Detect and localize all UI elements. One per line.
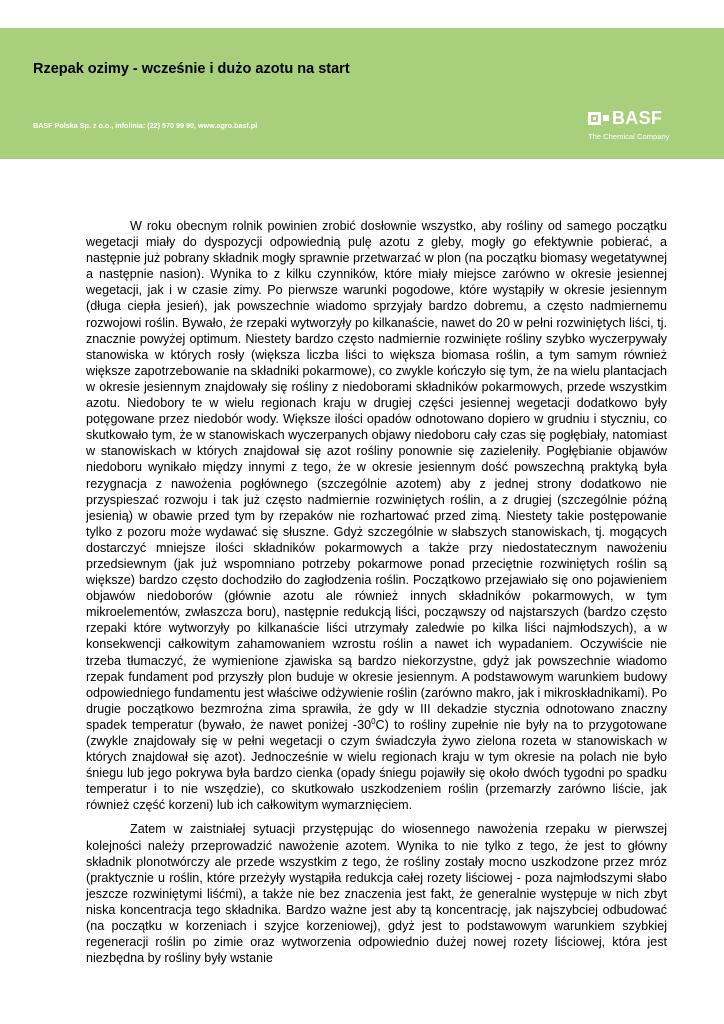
contact-info: BASF Polska Sp. z o.o., infolinia: (22) 570 99 90, www.agro.basf.pl — [33, 121, 258, 130]
basf-logo — [588, 108, 669, 141]
document-title: Rzepak ozimy - wcześnie i dużo azotu na start — [33, 61, 350, 77]
logo-dash-icon — [603, 115, 609, 121]
paragraph-1 — [86, 218, 667, 813]
article-body — [86, 218, 667, 974]
logo-wordmark: BASF — [612, 108, 663, 128]
logo-tagline: The Chemical Company — [588, 132, 670, 141]
paragraph-1-part-a: W roku obecnym rolnik powinien zrobić dosłownie wszystko, aby rośliny od samego początku wegetacji miały do dyspozycji odpowiednią pulę azotu z gleby, mogły go efektywnie pobierać, a następnie już pobrany składnik mogły sprawnie przetwarzać w plon (na początku biomasy wegetatywnej a następnie nasion). Wynika to z kilku czynników, które miały miejsce zarówno w okresie jesiennej wegetacji, jak i w czasie zimy. Po pierwsze warunki pogodowe, które wystąpiły w okresie jesiennym (długa ciepła jesień), jak powszechnie wiadomo sprzyjały bardzo dobremu, a często nadmiernemu rozwojowi roślin. Bywało, że rzepaki wytworzyły po kilkanaście, nawet do 20 w pełni rozwiniętych liści, tj. znacznie powyżej optimum. Niestety bardzo często nadmiernie rozwinięte rośliny szybko wyczerpywały stanowiska w których rosły (większa liczba liści to większa biomasa roślin, a tym samym również większe zapotrzebowanie na składniki pokarmowe), co zwykle kończyło się tym, że na wielu plantacjach w okresie jesiennym znajdowały się rośliny z niedoborami składników pokarmowych, przede wszystkim azotu. Niedobory te w wielu regionach kraju w drugiej części jesiennej wegetacji dodatkowo były potęgowane przez niedobór wody. Większe ilości opadów odnotowano dopiero w grudniu i styczniu, co skutkowało tym, że w stanowiskach wyczerpanych objawy niedoboru cały czas się pogłębiały, natomiast w stanowiskach w których znajdował się azot rośliny ponownie się zazieleniły. Pogłębianie objawów niedoboru wynikało między innymi z tego, że w okresie jesiennym dość powszechną praktyką była rezygnacja z nawożenia pogłównego (szczególnie azotem) aby z jednej strony dodatkowo nie przyspieszać rozwoju i tak już często nadmiernie rozwiniętych roślin, a z drugiej (szczególnie późną jesienią) w obawie przed tym by rzepaków nie rozhartować przed zimą. Niestety takie postępowanie tylko z pozoru może wydawać się słuszne. Gdyż szczególnie w słabszych stanowiskach, tj. mogących dostarczyć mniejsze ilości składników pokarmowych a także przy niedostatecznym nawożeniu przedsiewnym (jak już wspomniano potrzeby pokarmowe ponad przeciętnie rozwiniętych roślin są większe) bardzo często dochodziło do zagłodzenia roślin. Początkowo przejawiało się ono pojawieniem objawów niedoborów (głównie azotu ale również innych składników pokarmowych, w tym mikroelementów, zwłaszcza boru), następnie redukcją liści, począwszy od najstarszych (bardzo często rzepaki które wytworzyły po kilkanaście liści utrzymały zaledwie po kilka liści najmłodszych), a w konsekwencji całkowitym zahamowaniem wzrostu roślin a nawet ich wypadaniem. Oczywiście nie trzeba tłumaczyć, że wymienione zjawiska są bardzo niekorzystne, gdyż jak powszechnie wiadomo rzepak fundament pod przyszły plon buduje w okresie jesiennym. A podstawowym warunkiem budowy odpowiedniego fundamentu jest właściwe odżywienie roślin (zarówno makro, jak i mikroskładnikami). Po drugie początkowo bezmroźna zima sprawiła, że gdy w III dekadzie stycznia odnotowano znaczny spadek temperatur (bywało, że nawet poniżej -30 — [86, 219, 667, 732]
paragraph-2: Zatem w zaistniałej sytuacji przystępując do wiosennego nawożenia rzepaku w pierwszej kolejności należy przeprowadzić nawożenie azotem. Wynika to nie tylko z tego, że jest to główny składnik plonotwórczy ale przede wszystkim z tego, że rośliny zostały mocno uszkodzone przez mróz (praktycznie u roślin, które przeżyły wystąpiła redukcja całej rozety liściowej - poza najmłodszymi słabo jeszcze rozwiniętymi liśćmi), a także nie bez znaczenia jest fakt, że generalnie występuje w nich zbyt niska koncentracja tego składnika. Bardzo ważne jest aby tą koncentrację, jak najszybciej odbudować (na początku w korzeniach i szyjce korzeniowej), gdyż jest to podstawowym warunkiem szybkiej regeneracji roślin po zimie oraz wytworzenia odpowiednio dużej nowej rozety liściowej, która jest niezbędna by rośliny były wstanie — [86, 822, 667, 966]
logo-square-icon — [588, 112, 601, 125]
paragraph-1-part-b: C) to rośliny zupełnie nie były na to przygotowane (zwykle znajdowały się w pełni wegetacji o czym świadczyła żywo zielona rozeta w stanowiskach w których znajdował się azot). Jednocześnie w wielu regionach kraju w tym okresie na polach nie było śniegu lub jego pokrywa była bardzo cienka (opady śniegu pojawiły się około dwóch tygodni po spadku temperatur i to nie wszędzie), co skutkowało uszkodzeniem roślin (przemarzły zarówno liście, jak również część korzeni) lub ich całkowitym wymarznięciem. — [86, 717, 667, 813]
degree-superscript: 0 — [371, 716, 376, 726]
